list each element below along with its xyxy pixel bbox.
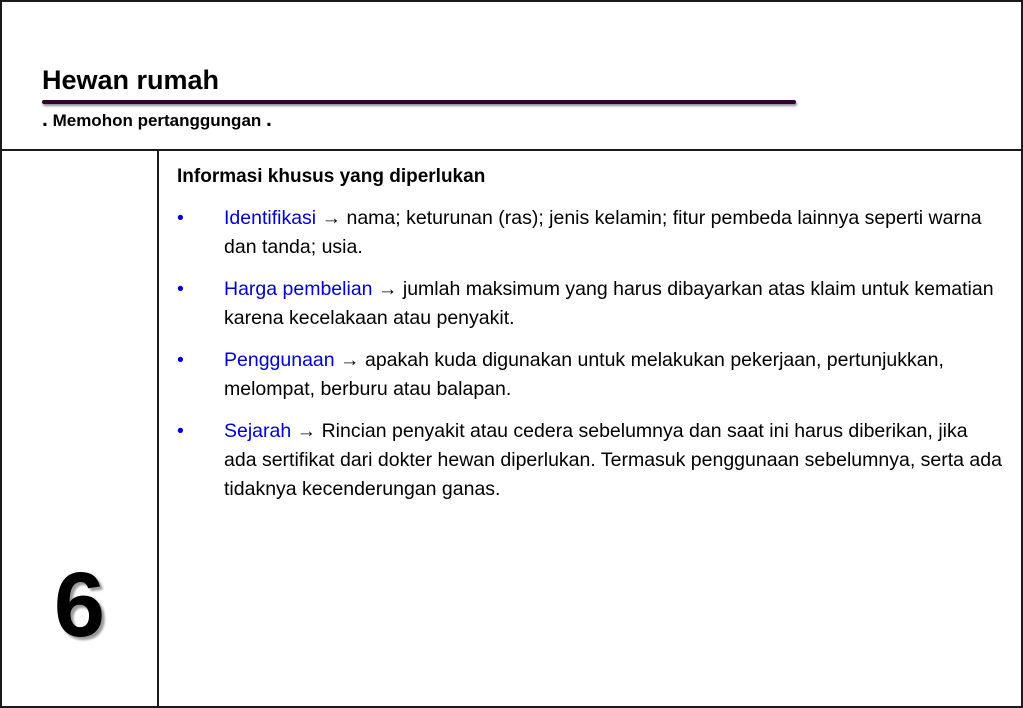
bullet-icon: • <box>177 348 184 371</box>
subtitle-text: Memohon pertanggungan <box>52 111 262 130</box>
bullet-icon: • <box>177 206 184 229</box>
right-arrow-icon: → <box>377 277 398 300</box>
bullet-term: Penggunaan <box>224 348 335 371</box>
bullet-item-penggunaan <box>177 346 1002 404</box>
subtitle-dot-right: . <box>266 108 272 131</box>
slide-header <box>2 2 1021 151</box>
slide-title: Hewan rumah <box>42 65 220 95</box>
bullet-item-identifikasi <box>177 204 1002 262</box>
bullet-item-harga-pembelian <box>177 275 1002 333</box>
bullet-term: Harga pembelian <box>224 277 373 300</box>
slide-sidebar <box>2 151 159 706</box>
bullet-text: Rincian penyakit atau cedera sebelumnya dan saat ini harus diberikan, jika ada sertifikat dari dokter hewan diperlukan. Termasuk penggunaan sebelumnya, serta ada tidaknya kecenderungan ganas. <box>224 419 1002 500</box>
slide-number: 6 <box>53 554 106 656</box>
right-arrow-icon: → <box>340 348 360 371</box>
title-underline <box>42 100 796 104</box>
bullet-term: Identifikasi <box>224 206 317 229</box>
bullet-text: apakah kuda digunakan untuk melakukan pekerjaan, pertunjukkan, melompat, berburu atau balapan. <box>224 348 944 400</box>
bullet-term: Sejarah <box>224 419 292 442</box>
bullet-text: jumlah maksimum yang harus dibayarkan atas klaim untuk kematian karena kecelakaan atau penyakit. <box>224 277 994 329</box>
slide-content <box>177 165 1002 517</box>
subtitle-dot-left: . <box>42 108 48 131</box>
slide-subtitle <box>42 109 272 131</box>
bullet-list <box>177 204 1002 504</box>
bullet-text: nama; keturunan (ras); jenis kelamin; fitur pembeda lainnya seperti warna dan tanda; usia. <box>224 206 982 258</box>
bullet-icon: • <box>177 277 184 300</box>
right-arrow-icon: → <box>321 206 342 229</box>
bullet-icon: • <box>177 419 184 442</box>
bullet-item-sejarah <box>177 417 1002 504</box>
section-heading: Informasi khusus yang diperlukan <box>177 166 486 187</box>
right-arrow-icon: → <box>296 419 317 442</box>
